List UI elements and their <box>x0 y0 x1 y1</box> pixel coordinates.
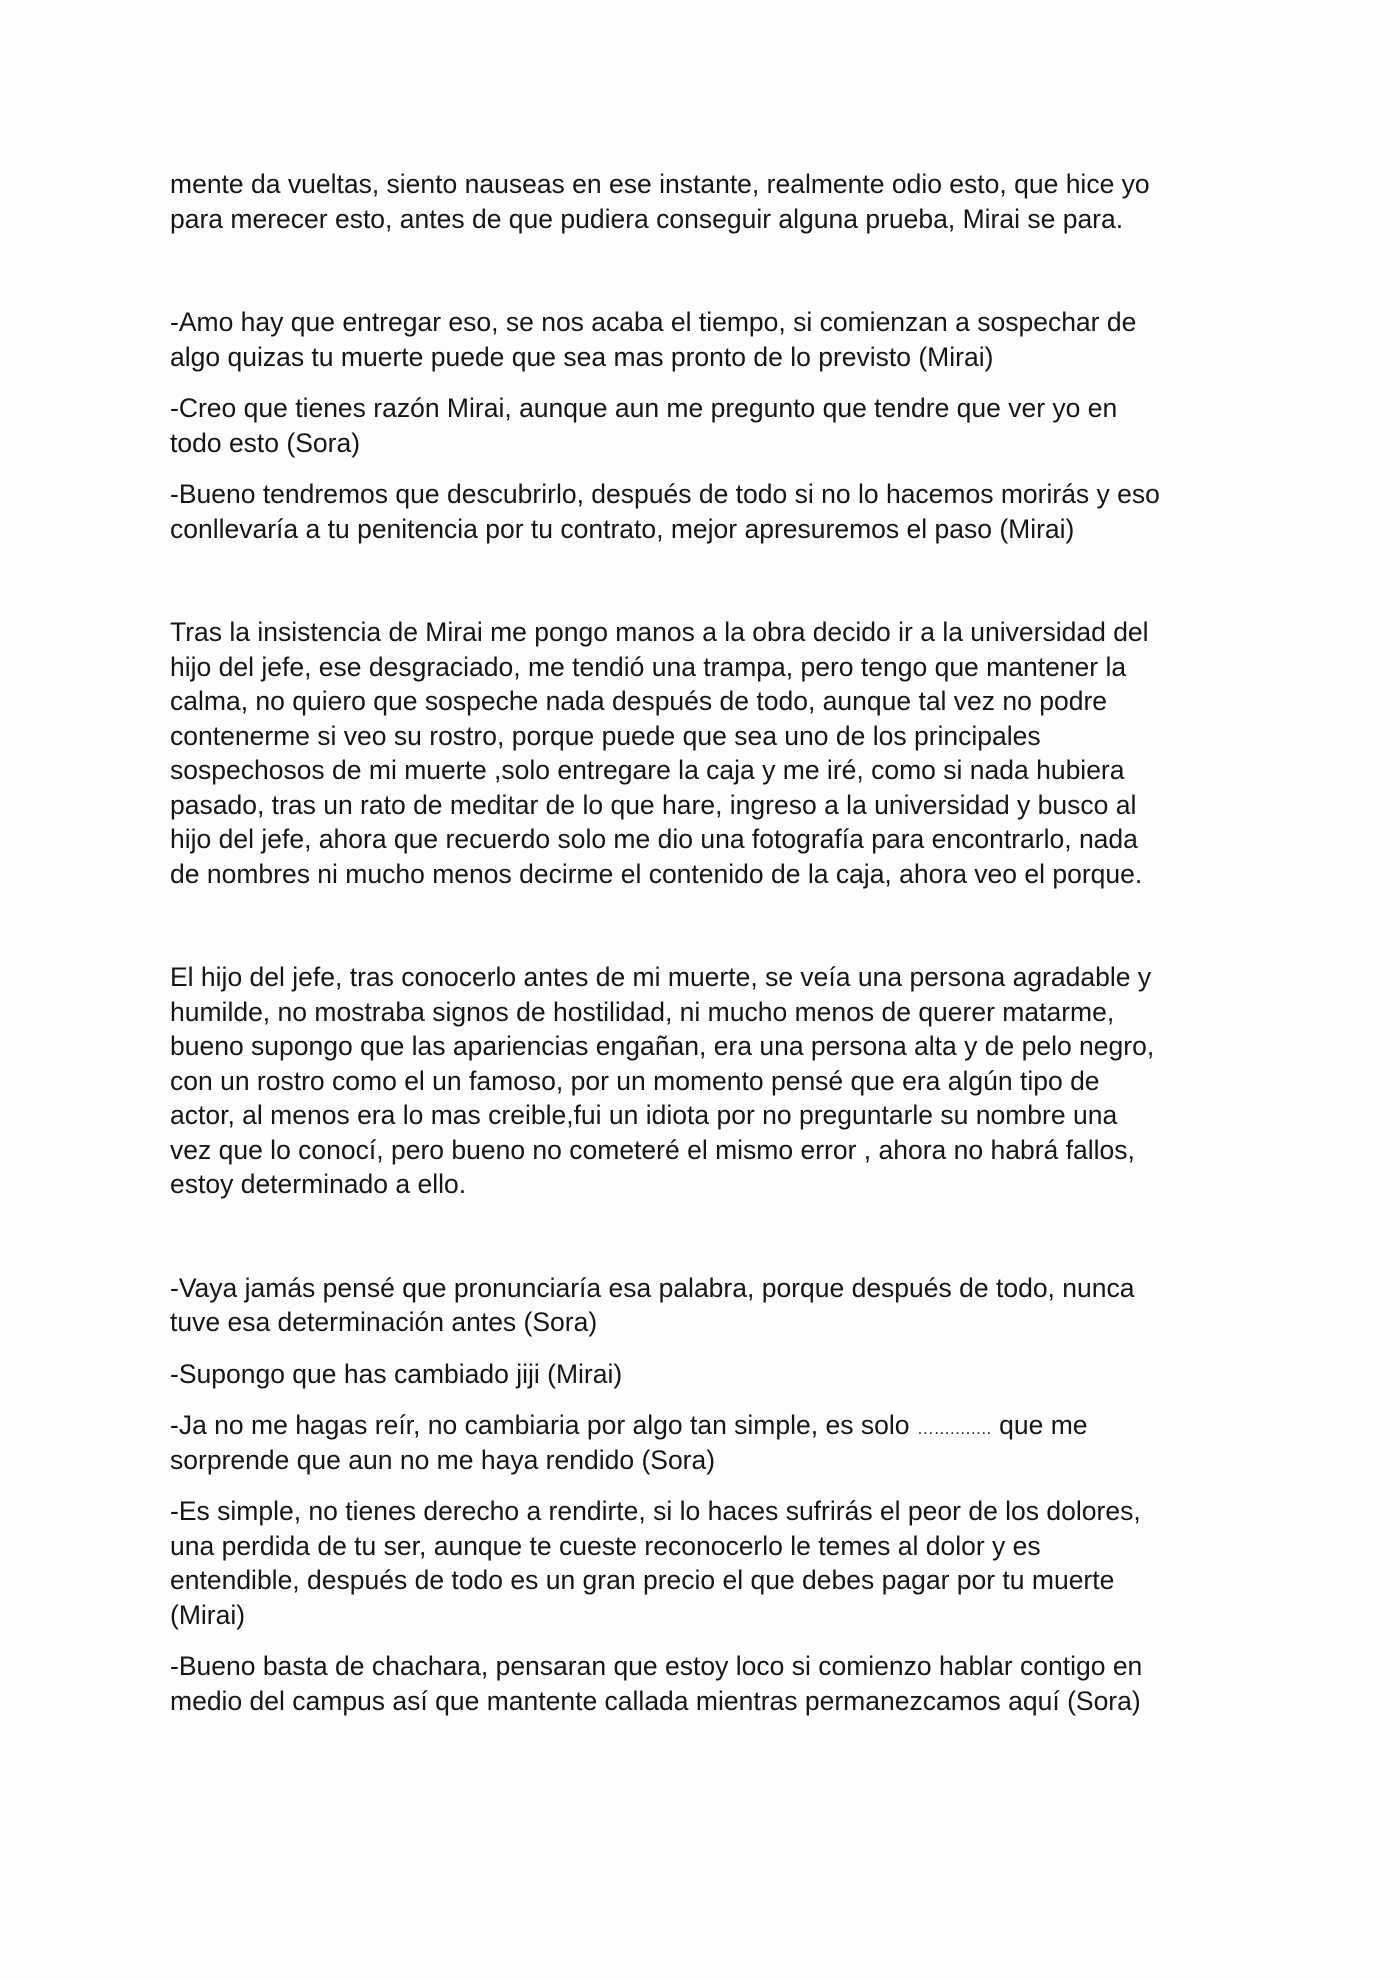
text-line: vez que lo conocí, pero bueno no cometeré el mismo error , ahora no habrá fallos, <box>170 1134 1135 1165</box>
document-body <box>170 167 1250 1718</box>
text-line: -Bueno tendremos que descubrirlo, después de todo si no lo hacemos morirás y eso <box>170 479 1160 509</box>
text-line: medio del campus así que mantente callada mientras permanezcamos aquí (Sora) <box>170 1685 1141 1716</box>
text-fragment: que me <box>991 1410 1088 1440</box>
dialogue-paragraph <box>170 391 1250 460</box>
text-line: sorprende que aun no me haya rendido (Sora) <box>170 1444 716 1475</box>
text-line: -Creo que tienes razón Mirai, aunque aun me pregunto que tendre que ver yo en <box>170 393 1118 423</box>
text-line: -Amo hay que entregar eso, se nos acaba el tiempo, si comienzan a sospechar de <box>170 307 1137 337</box>
dialogue-paragraph <box>170 1357 1250 1392</box>
text-line: -Es simple, no tienes derecho a rendirte, si lo haces sufrirás el peor de los dolores, <box>170 1496 1141 1526</box>
text-line: sospechosos de mi muerte ,solo entregare la caja y me iré, como si nada hubiera <box>170 755 1125 785</box>
dialogue-paragraph <box>170 305 1250 374</box>
text-line <box>170 1408 1250 1443</box>
narrative-paragraph <box>170 960 1250 1202</box>
dialogue-paragraph <box>170 1408 1250 1477</box>
dialogue-paragraph <box>170 477 1250 546</box>
text-line: -Vaya jamás pensé que pronunciaría esa palabra, porque después de todo, nunca <box>170 1272 1135 1303</box>
text-line: Tras la insistencia de Mirai me pongo manos a la obra decido ir a la universidad del <box>170 617 1149 647</box>
text-line: una perdida de tu ser, aunque te cueste reconocerlo le temes al dolor y es <box>170 1530 1041 1561</box>
dialogue-paragraph <box>170 1271 1250 1340</box>
text-line: (Mirai) <box>170 1599 246 1630</box>
text-line: todo esto (Sora) <box>170 427 361 458</box>
text-line: actor, al menos era lo mas creible,fui un idiota por no preguntarle su nombre una <box>170 1100 1118 1130</box>
text-line: estoy determinado a ello. <box>170 1169 467 1199</box>
ellipsis-dots: …........... <box>916 1419 992 1438</box>
text-line: contenerme si veo su rostro, porque puede que sea uno de los principales <box>170 720 1041 751</box>
text-line: pasado, tras un rato de meditar de lo que hare, ingreso a la universidad y busco al <box>170 789 1137 820</box>
text-line: para merecer esto, antes de que pudiera conseguir alguna prueba, Mirai se para. <box>170 203 1124 234</box>
text-line: humilde, no mostraba signos de hostilidad, ni mucho menos de querer matarme, <box>170 996 1115 1027</box>
text-line: -Bueno basta de chachara, pensaran que estoy loco si comienzo hablar contigo en <box>170 1651 1143 1681</box>
dialogue-paragraph <box>170 1649 1250 1718</box>
text-line: con un rostro como el un famoso, por un momento pensé que era algún tipo de <box>170 1065 1100 1096</box>
dialogue-paragraph <box>170 1494 1250 1632</box>
narrative-paragraph <box>170 167 1250 236</box>
text-line: algo quizas tu muerte puede que sea mas pronto de lo previsto (Mirai) <box>170 341 994 372</box>
text-line: tuve esa determinación antes (Sora) <box>170 1307 598 1337</box>
text-line: -Supongo que has cambiado jiji (Mirai) <box>170 1358 623 1389</box>
text-line: mente da vueltas, siento nauseas en ese instante, realmente odio esto, que hice yo <box>170 169 1150 199</box>
text-line: El hijo del jefe, tras conocerlo antes de mi muerte, se veía una persona agradable y <box>170 962 1152 992</box>
text-line: hijo del jefe, ahora que recuerdo solo me dio una fotografía para encontrarlo, nada <box>170 824 1138 854</box>
narrative-paragraph <box>170 615 1250 891</box>
text-line: hijo del jefe, ese desgraciado, me tendió una trampa, pero tengo que mantener la <box>170 651 1127 682</box>
text-fragment: -Ja no me hagas reír, no cambiaria por algo tan simple, es solo <box>170 1410 917 1440</box>
text-line: bueno supongo que las apariencias engañan, era una persona alta y de pelo negro, <box>170 1031 1155 1061</box>
text-line: calma, no quiero que sospeche nada después de todo, aunque tal vez no podre <box>170 686 1108 716</box>
text-line: de nombres ni mucho menos decirme el contenido de la caja, ahora veo el porque. <box>170 858 1143 889</box>
text-line: conllevaría a tu penitencia por tu contrato, mejor apresuremos el paso (Mirai) <box>170 513 1075 544</box>
text-line: entendible, después de todo es un gran precio el que debes pagar por tu muerte <box>170 1565 1115 1595</box>
